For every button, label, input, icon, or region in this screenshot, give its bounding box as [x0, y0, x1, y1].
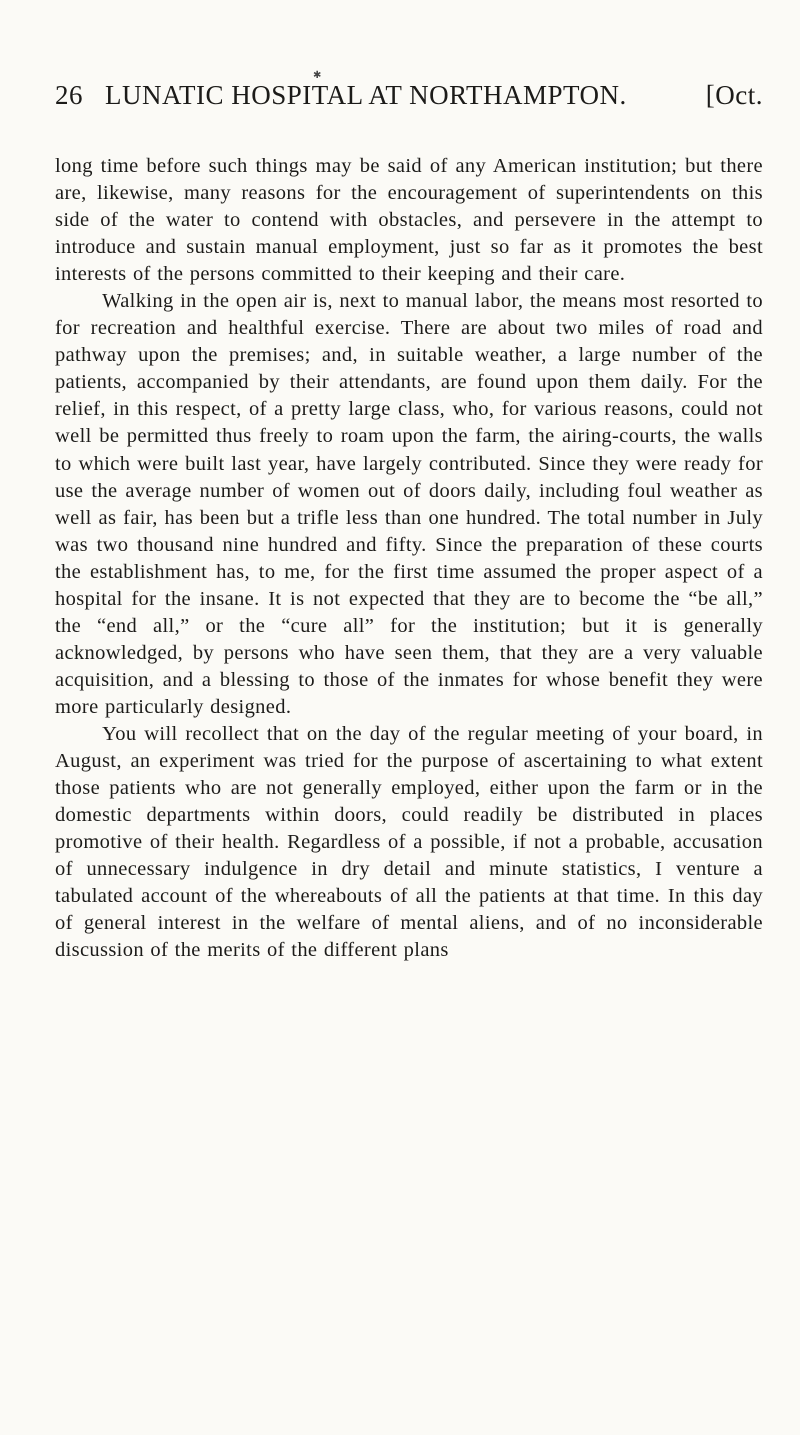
date-mark: [Oct. — [705, 80, 763, 110]
paragraph-1: long time before such things may be said of any American institution; but there are, likewise, many reasons for the encouragement of superintendents on this side of the water to contend with obstacles, and persevere in the attempt to introduce and sustain manual employment, just so far as it promotes the best interests of the persons committed to their keeping and their care. — [55, 155, 763, 286]
running-title: LUNATIC HOSPITAL AT NORTHAMPTON. — [105, 80, 627, 110]
paragraph-3: You will recollect that on the day of the regular meeting of your board, in August, an experiment was tried for the purpose of ascertaining to what extent those patients who are not generally employed, either upon the farm or in the domestic departments within doors, could readily be distributed in places promotive of their health. Regardless of a possible, if not a probable, accusation of unnecessary indulgence in dry detail and minute statistics, I venture a tabulated account of the whereabouts of all the patients at that time. In this day of general interest in the welfare of mental aliens, and of no inconsiderable discussion of the merits of the different plans — [55, 722, 763, 962]
body-text — [55, 153, 763, 964]
page-number: 26 — [55, 80, 83, 110]
paragraph-2: Walking in the open air is, next to manual labor, the means most resorted to for recreation and healthful exercise. There are about two miles of road and pathway upon the premises; and, in suitable weather, a large number of the patients, accompanied by their attendants, are found upon them daily. For the relief, in this respect, of a pretty large class, who, for various reasons, could not well be permitted thus freely to roam upon the farm, the airing-courts, the walls to which were built last year, have largely contributed. Since they were ready for use the average number of women out of doors daily, including foul weather as well as fair, has been but a trifle less than one hundred. The total number in July was two thousand nine hundred and fifty. Since the preparation of these courts the establishment has, to me, for the first time assumed the proper aspect of a hospital for the insane. It is not expected that they are to become the “be all,” the “end all,” or the “cure all” for the institution; but it is generally acknowledged, by persons who have seen them, that they are a very valuable acquisition, and a blessing to those of the inmates for whose benefit they were more particularly designed. — [55, 290, 763, 718]
ink-speck-decoration: ✱ — [313, 70, 322, 81]
page-header — [55, 80, 763, 124]
